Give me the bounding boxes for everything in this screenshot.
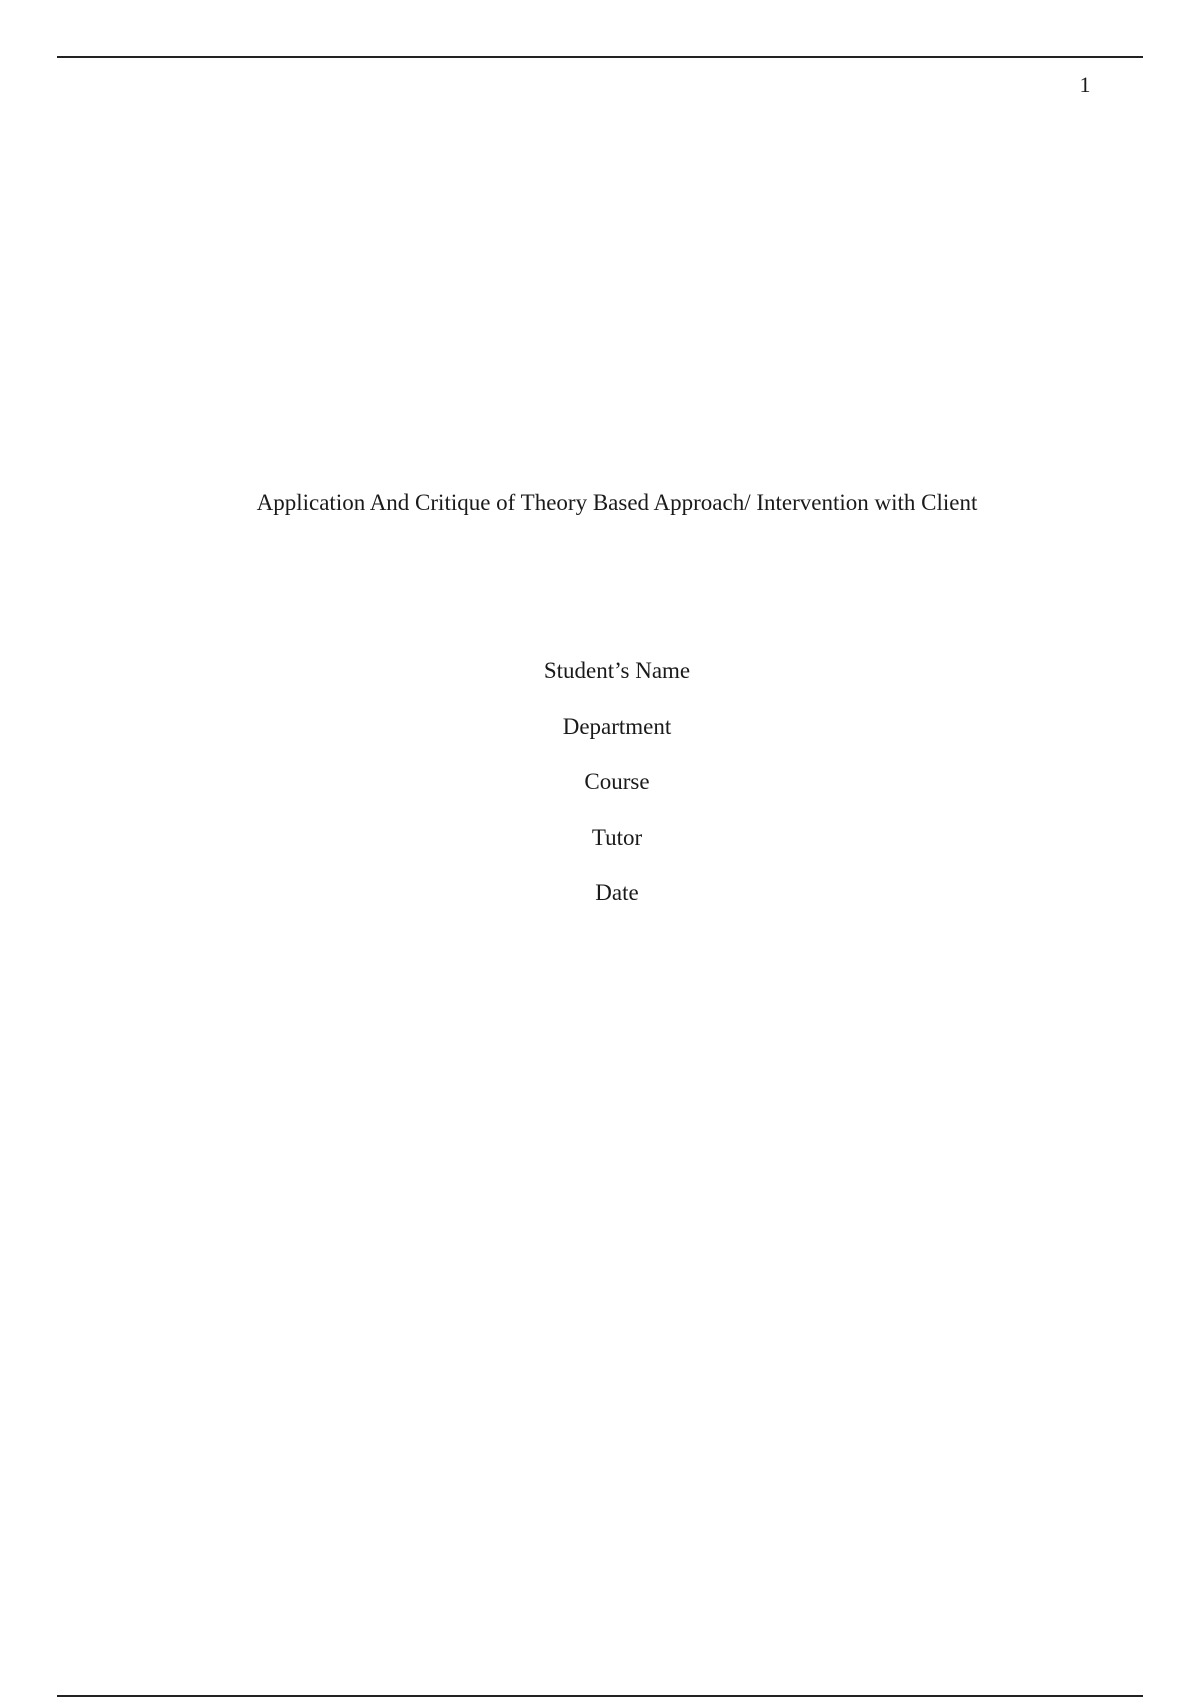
header-rule <box>57 56 1143 58</box>
department-line: Department <box>562 713 672 739</box>
course-line: Course <box>584 769 650 794</box>
date-line: Date <box>595 880 639 905</box>
student-name-line: Student’s Name <box>543 658 691 683</box>
document-title: Application And Critique of Theory Based Approach/ Intervention with Client <box>256 490 978 515</box>
tutor-line: Tutor <box>591 824 643 850</box>
footer-rule <box>57 1695 1143 1697</box>
page-number: 1 <box>1079 72 1091 97</box>
title-page-details <box>0 656 1200 934</box>
